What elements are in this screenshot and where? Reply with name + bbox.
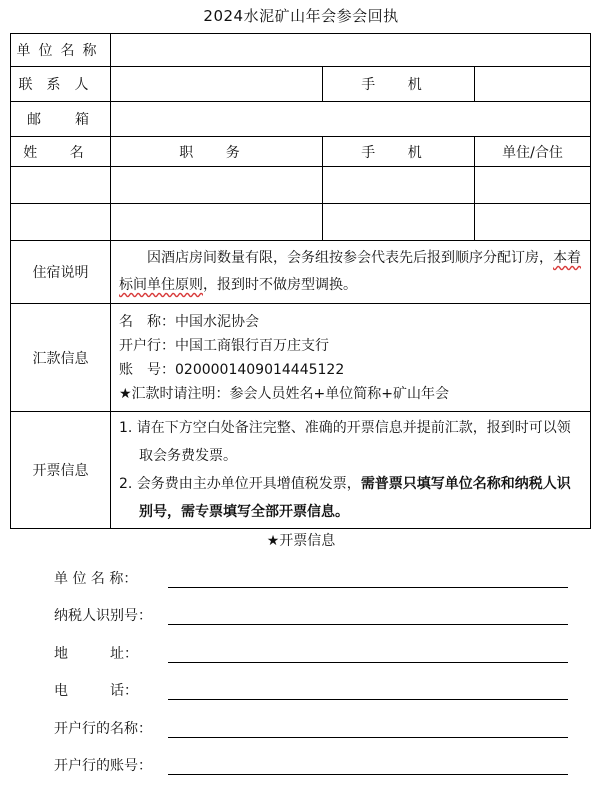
attendee-row [11,204,591,241]
company-label: 单位名称 [11,34,111,67]
lodging-text-part2: ，报到时不做房型调换。 [203,277,357,293]
contact-input-cell[interactable] [111,67,323,102]
invoice-field-bank-name [54,716,568,740]
invoice-field-label: 地 址： [54,646,138,662]
remittance-label: 汇款信息 [11,304,111,412]
attendee-position-cell[interactable] [111,204,323,241]
registration-form-table [10,33,591,529]
phone-input-cell[interactable] [475,67,591,102]
invoice-field-line[interactable] [168,773,568,775]
invoice-instruction-1: 1. 请在下方空白处备注完整、准确的开票信息并提前汇款，报到时可以领取会务费发票。 [119,420,571,464]
attendee-row [11,167,591,204]
email-input-cell[interactable] [111,102,591,137]
invoice-field-line[interactable] [168,623,568,625]
invoice-field-bank-account [54,753,568,777]
attendee-position-cell[interactable] [111,167,323,204]
lodging-label: 住宿说明 [11,241,111,304]
attendee-name-cell[interactable] [11,204,111,241]
phone-label: 手 机 [323,67,475,102]
company-row [11,34,591,67]
attendee-name-cell[interactable] [11,167,111,204]
invoice-field-address [54,641,568,665]
attendee-header-row [11,137,591,167]
contact-label: 联系人 [11,67,111,102]
invoice-field-line[interactable] [168,698,568,700]
remittance-row [11,304,591,412]
invoice-row [11,412,591,529]
email-label [11,102,111,137]
invoice-field-label: 开户行的名称： [54,721,152,737]
invoice-field-company-name [54,566,568,590]
remit-account-label: 账 号： [119,361,175,378]
position-header: 职 务 [111,137,323,167]
lodging-text-part1: 因酒店房间数量有限，会务组按参会代表先后报到顺序分配订房， [147,250,553,266]
attendee-phone-cell[interactable] [323,204,475,241]
invoice-field-line[interactable] [168,586,568,588]
email-row [11,102,591,137]
invoice-field-label: 开户行的账号： [54,758,152,774]
invoice-section-title: ★开票信息 [266,533,336,549]
remit-note: ★汇款时请注明：参会人员姓名+单位简称+矿山年会 [119,385,450,402]
email-label-char-2: 箱 [75,112,89,128]
invoice-label: 开票信息 [11,412,111,529]
attendee-room-cell[interactable] [475,204,591,241]
invoice-instruction-2-bold: 需普票只填写单位名称和纳税人识别号，需专票填写全部开票信息。 [139,476,571,520]
invoice-instructions [111,412,591,529]
invoice-field-phone [54,678,568,702]
lodging-description [111,241,591,304]
invoice-field-tax-id [54,603,568,627]
attendee-phone-cell[interactable] [323,167,475,204]
invoice-field-line[interactable] [168,661,568,663]
invoice-field-label: 电 话： [54,683,138,699]
contact-row [11,67,591,102]
remit-bank: 开户行：中国工商银行百万庄支行 [119,337,329,354]
email-label-char-1: 邮 [27,112,41,128]
room-type-header: 单住/合住 [475,137,591,167]
invoice-instruction-2 [117,470,584,526]
remit-account-number: 0200001409014445122 [175,361,345,378]
phone-header: 手 机 [323,137,475,167]
invoice-field-label: 纳税人识别号： [54,608,152,624]
company-input-cell[interactable] [111,34,591,67]
lodging-row [11,241,591,304]
remit-account [119,358,582,382]
lodging-text-highlight: 本着标间单住原则 [119,250,581,293]
attendee-room-cell[interactable] [475,167,591,204]
invoice-field-line[interactable] [168,736,568,738]
invoice-field-label: 单 位 名 称： [54,571,138,587]
remit-account-name: 名 称：中国水泥协会 [119,313,259,330]
name-header: 姓 名 [11,137,111,167]
invoice-instruction-2-normal: 2. 会务费由主办单位开具增值税发票， [119,476,361,492]
document-title: 2024水泥矿山年会参会回执 [203,7,399,25]
remittance-details [111,304,591,412]
